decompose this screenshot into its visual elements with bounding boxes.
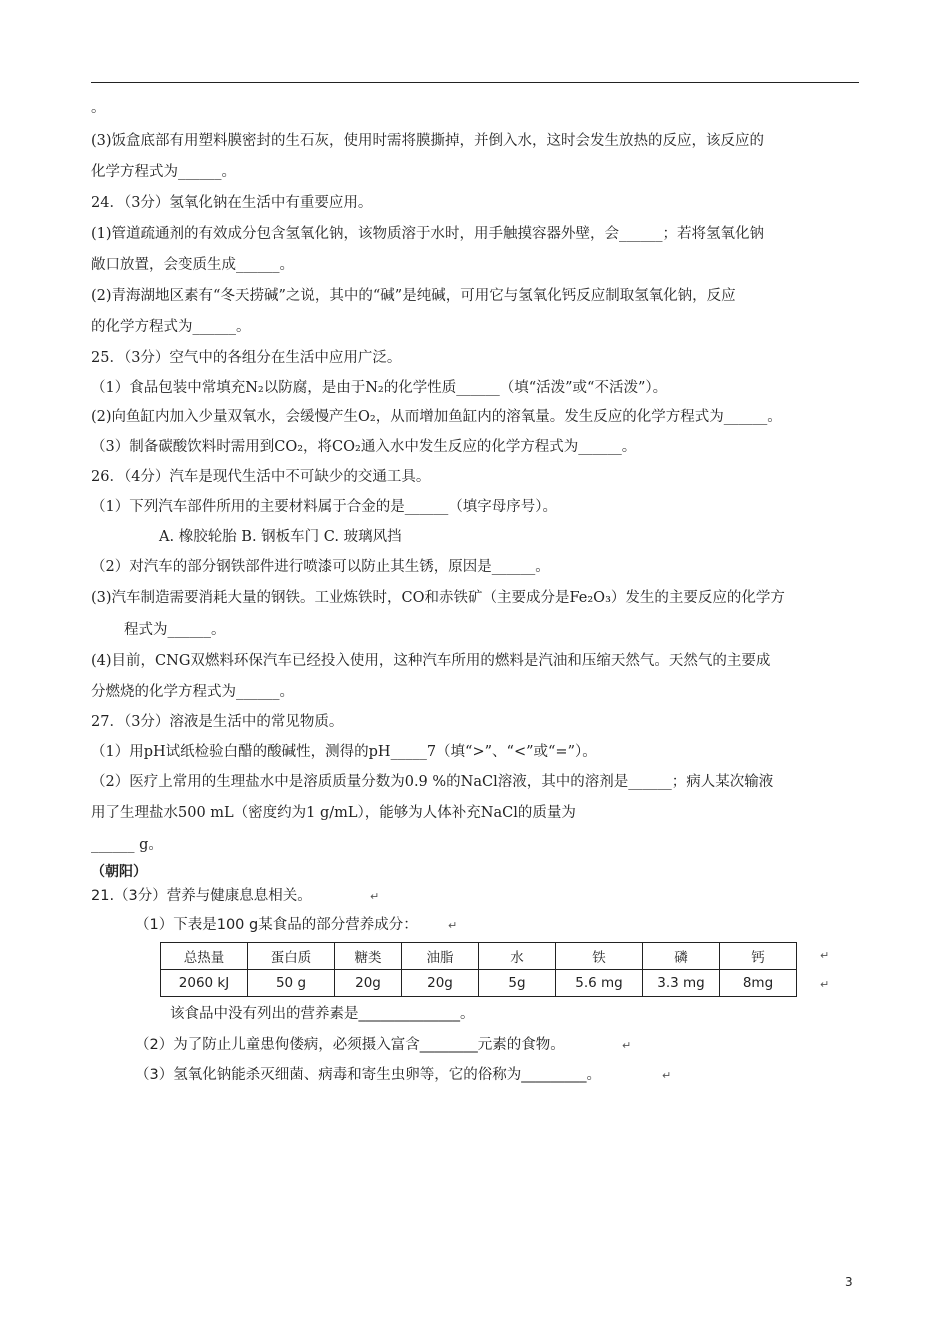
section-label: （朝阳） [91, 864, 147, 880]
table-cell: 2060 kJ [161, 970, 248, 997]
table-header-cell: 糖类 [335, 943, 402, 970]
table-row [161, 943, 797, 970]
table-cell: 20g [335, 970, 402, 997]
question-27-title: 27．（3分）溶液是生活中的常见物质。 [91, 714, 344, 730]
paragraph-mark-icon: ↵ [662, 1069, 672, 1082]
table-header-cell: 磷 [643, 943, 720, 970]
text-line: （1）下列汽车部件所用的主要材料属于合金的是______（填字母序号）。 [91, 499, 557, 515]
header-rule [91, 82, 859, 83]
question-24-title: 24．（3分）氢氧化钠在生活中有重要应用。 [91, 195, 373, 211]
choice-options: A. 橡胶轮胎 B. 钢板车门 C. 玻璃风挡 [159, 529, 402, 545]
table-cell: 5.6 mg [556, 970, 643, 997]
table-cell: 50 g [248, 970, 335, 997]
paragraph-mark-icon: ↵ [820, 978, 830, 991]
text-line: （1）用pH试纸检验白醋的酸碱性，测得的pH_____7（填“>”、“<”或“=”）。 [91, 744, 597, 760]
table-row [161, 970, 797, 997]
question-26-title: 26．（4分）汽车是现代生活中不可缺少的交通工具。 [91, 469, 431, 485]
table-header-cell: 水 [479, 943, 556, 970]
page-number: 3 [845, 1275, 853, 1289]
text-line: （2）对汽车的部分钢铁部件进行喷漆可以防止其生锈，原因是______。 [91, 559, 550, 575]
table-cell: 20g [402, 970, 479, 997]
table-cell: 8mg [720, 970, 797, 997]
table-header-cell: 铁 [556, 943, 643, 970]
question-25-title: 25．（3分）空气中的各组分在生活中应用广泛。 [91, 350, 402, 366]
text-line: 程式为______。 [124, 622, 226, 638]
text-line: (2)青海湖地区素有“冬天捞碱”之说，其中的“碱”是纯碱，可用它与氢氧化钙反应制取氢氧化钠，反应 [91, 288, 736, 304]
text-line: 的化学方程式为______。 [91, 319, 251, 335]
question-21-title: 21.（3分）营养与健康息息相关。 [91, 888, 312, 904]
paragraph-mark-icon: ↵ [622, 1039, 632, 1052]
text-line: (3)饭盒底部有用塑料膜密封的生石灰，使用时需将膜撕掉，并倒入水，这时会发生放热的反应，该反应的 [91, 133, 765, 149]
text-line: （1）食品包装中常填充N₂以防腐，是由于N₂的化学性质______（填“活泼”或“不活泼”）。 [91, 380, 668, 396]
sub-question-1: （1）下表是100 g某食品的部分营养成分： [135, 917, 418, 933]
nutrition-table [160, 942, 797, 997]
text-line: 。 [91, 100, 106, 116]
paragraph-mark-icon: ↵ [820, 949, 830, 962]
text-line: (1)管道疏通剂的有效成分包含氢氧化钠，该物质溶于水时，用手触摸容器外壁，会______；若将氢氧化钠 [91, 226, 765, 242]
paragraph-mark-icon: ↵ [370, 890, 380, 903]
text-line: (4)目前，CNG双燃料环保汽车已经投入使用，这种汽车所用的燃料是汽油和压缩天然气。天然气的主要成 [91, 653, 771, 669]
table-header-cell: 油脂 [402, 943, 479, 970]
text-line: 敞口放置，会变质生成______。 [91, 257, 294, 273]
table-cell: 5g [479, 970, 556, 997]
text-line: 分燃烧的化学方程式为______。 [91, 684, 294, 700]
paragraph-mark-icon: ↵ [448, 919, 458, 932]
text-line: ______ g。 [91, 837, 163, 853]
table-cell: 3.3 mg [643, 970, 720, 997]
table-header-cell: 蛋白质 [248, 943, 335, 970]
table-header-cell: 总热量 [161, 943, 248, 970]
missing-nutrient-question: 该食品中没有列出的营养素是______________。 [170, 1006, 475, 1022]
text-line: (3)汽车制造需要消耗大量的钢铁。工业炼铁时，CO和赤铁矿（主要成分是Fe₂O₃）发生的主要反应的化学方 [91, 590, 785, 606]
sub-question-3: （3）氢氧化钠能杀灭细菌、病毒和寄生虫卵等，它的俗称为_________。 [135, 1067, 601, 1083]
text-line: 化学方程式为______。 [91, 164, 236, 180]
text-line: （3）制备碳酸饮料时需用到CO₂，将CO₂通入水中发生反应的化学方程式为______。 [91, 439, 637, 455]
table-header-cell: 钙 [720, 943, 797, 970]
text-line: (2)向鱼缸内加入少量双氧水，会缓慢产生O₂，从而增加鱼缸内的溶氧量。发生反应的化学方程式为______。 [91, 409, 782, 425]
text-line: （2）医疗上常用的生理盐水中是溶质质量分数为0.9 %的NaCl溶液，其中的溶剂是______；病人某次输液 [91, 774, 774, 790]
text-line: 用了生理盐水500 mL（密度约为1 g/mL），能够为人体补充NaCl的质量为 [91, 805, 576, 821]
sub-question-2: （2）为了防止儿童患佝偻病，必须摄入富含________元素的食物。 [135, 1037, 565, 1053]
